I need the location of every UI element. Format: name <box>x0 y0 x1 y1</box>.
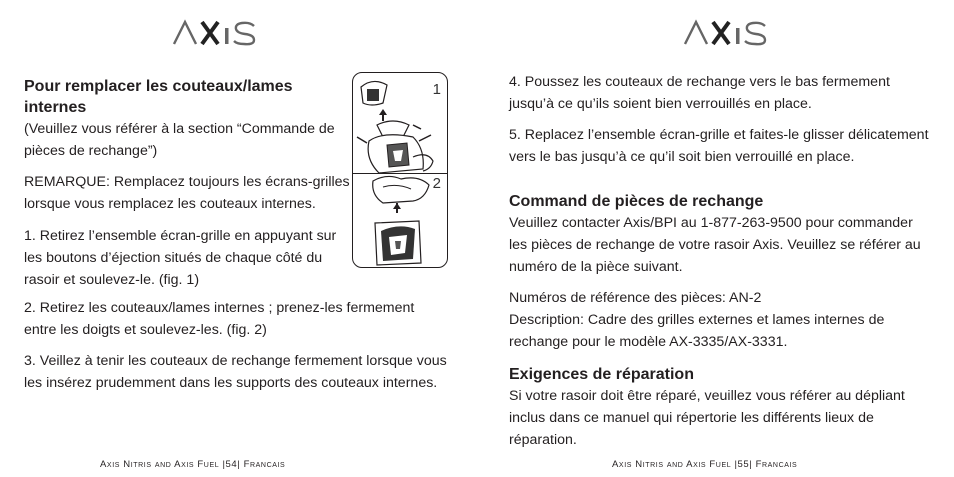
section-heading-repair: Exigences de réparation <box>509 366 694 383</box>
part-description: Description: Cadre des grilles externes et lames internes de rechange pour le modèle AX-3335/AX-3331. <box>509 312 885 350</box>
step-3: 3. Veillez à tenir les couteaux de rechange fermement lorsque vous les insérez prudemment dans les supports des couteaux internes. <box>24 353 447 391</box>
part-info-block <box>509 287 929 353</box>
figure-label-2: 2 <box>432 175 441 192</box>
section-heading-order-parts: Command de pièces de rechange <box>509 193 764 210</box>
footer-right: Axis Nitris and Axis Fuel |55| Francais <box>612 459 798 470</box>
section-heading-replace-blades: Pour remplacer les couteaux/lames internes <box>24 78 293 116</box>
figure-label-1: 1 <box>432 81 441 98</box>
order-parts-text: Veuillez contacter Axis/BPI au 1-877-263-9500 pour commander les pièces de rechange de votre rasoir Axis. Veuillez se référer au numéro de la pièce suivant. <box>509 215 921 275</box>
axis-logo-left-graphic <box>172 18 272 48</box>
reference-note: (Veuillez vous référer à la section “Commande de pièces de rechange”) <box>24 121 335 159</box>
footer-left: Axis Nitris and Axis Fuel |54| Francais <box>100 459 286 470</box>
axis-logo-right-graphic <box>683 18 783 48</box>
shaver-illustration <box>353 73 448 268</box>
axis-logo-right <box>683 18 783 48</box>
figure-divider <box>353 173 447 174</box>
shaver-figure <box>352 72 448 268</box>
step-5: 5. Replacez l’ensemble écran-grille et faites-le glisser délicatement vers le bas jusqu’à ce qu’il soit bien verrouillé en place. <box>509 127 929 165</box>
axis-logo-left <box>172 18 272 48</box>
step-2: 2. Retirez les couteaux/lames internes ; prenez-les fermement entre les doigts et soulevez-les. (fig. 2) <box>24 300 415 338</box>
repair-text: Si votre rasoir doit être réparé, veuillez vous référer au dépliant inclus dans ce manuel qui répertorie les différents lieux de réparation. <box>509 388 905 448</box>
step-4: 4. Poussez les couteaux de rechange vers le bas fermement jusqu’à ce qu’ils soient bien verrouillés en place. <box>509 74 890 112</box>
remarque-note: REMARQUE: Remplacez toujours les écrans-grilles lorsque vous remplacez les couteaux internes. <box>24 174 350 212</box>
step-1: 1. Retirez l’ensemble écran-grille en appuyant sur les boutons d’éjection situés de chaque côté du rasoir et soulevez-le. (fig. 1) <box>24 228 337 288</box>
part-numbers: Numéros de référence des pièces: AN-2 <box>509 290 762 306</box>
